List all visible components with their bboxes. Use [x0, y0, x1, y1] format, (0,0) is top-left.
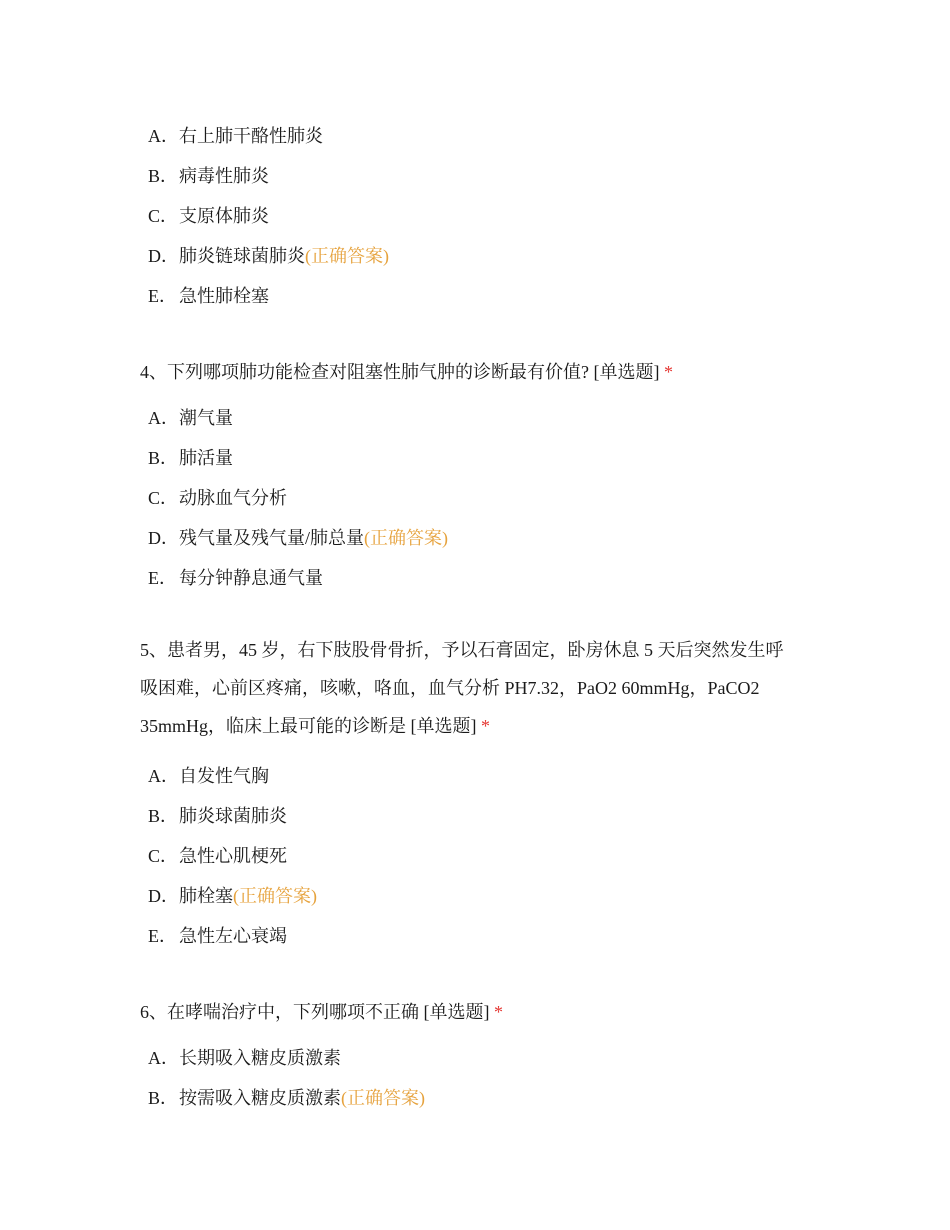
option-text: 肺活量 [179, 448, 233, 468]
option-item [148, 842, 287, 868]
correct-answer-tag: (正确答案) [364, 528, 448, 548]
option-text: 急性肺栓塞 [179, 286, 269, 306]
question-text: 4、下列哪项肺功能检查对阻塞性肺气肿的诊断最有价值? [单选题] [140, 362, 660, 382]
option-text: 残气量及残气量/肺总量 [179, 528, 364, 548]
required-mark: * [663, 362, 673, 382]
question-text-line: 吸困难，心前区疼痛，咳嗽，咯血，血气分析 PH7.32，PaO2 60mmHg，PaCO2 [140, 678, 760, 698]
option-letter: A． [148, 766, 179, 786]
option-letter: E． [148, 926, 177, 946]
option-item [148, 1044, 341, 1070]
option-text: 每分钟静息通气量 [179, 568, 323, 588]
option-item [148, 404, 233, 430]
option-letter: A． [148, 408, 179, 428]
option-item [148, 564, 323, 590]
option-text: 肺炎球菌肺炎 [179, 806, 287, 826]
option-item [148, 282, 269, 308]
option-item [148, 802, 287, 828]
option-text: 按需吸入糖皮质激素 [179, 1088, 341, 1108]
question-title [140, 358, 673, 384]
option-letter: E． [148, 286, 177, 306]
correct-answer-tag: (正确答案) [341, 1088, 425, 1108]
option-text: 肺栓塞 [179, 886, 233, 906]
question-text-line: 5、患者男，45 岁，右下肢股骨骨折，予以石膏固定，卧房休息 5 天后突然发生呼 [140, 640, 784, 660]
question-text: 6、在哮喘治疗中，下列哪项不正确 [单选题] [140, 1002, 490, 1022]
question-title [140, 631, 784, 745]
option-letter: E． [148, 568, 177, 588]
option-item [148, 242, 389, 268]
option-text: 病毒性肺炎 [179, 166, 269, 186]
option-item [148, 1084, 425, 1110]
option-text: 长期吸入糖皮质激素 [179, 1048, 341, 1068]
option-text: 支原体肺炎 [179, 206, 269, 226]
option-letter: A． [148, 1048, 179, 1068]
option-letter: C． [148, 206, 179, 226]
option-letter: D． [148, 246, 179, 266]
option-text: 急性心肌梗死 [179, 846, 287, 866]
correct-answer-tag: (正确答案) [305, 246, 389, 266]
option-letter: A． [148, 126, 179, 146]
option-letter: D． [148, 528, 179, 548]
option-item [148, 202, 269, 228]
option-text: 潮气量 [179, 408, 233, 428]
question-text: 35mmHg，临床上最可能的诊断是 [单选题] [140, 716, 477, 736]
option-item [148, 524, 448, 550]
option-item [148, 762, 269, 788]
correct-answer-tag: (正确答案) [233, 886, 317, 906]
option-letter: C． [148, 846, 179, 866]
option-letter: D． [148, 886, 179, 906]
option-item [148, 882, 317, 908]
option-letter: B． [148, 1088, 179, 1108]
option-letter: B． [148, 448, 179, 468]
option-text: 自发性气胸 [179, 766, 269, 786]
required-mark: * [481, 716, 490, 736]
option-item [148, 922, 287, 948]
option-item [148, 162, 269, 188]
option-item [148, 444, 233, 470]
question-title [140, 998, 503, 1024]
option-text: 右上肺干酪性肺炎 [179, 126, 323, 146]
option-text: 动脉血气分析 [179, 488, 287, 508]
option-text: 肺炎链球菌肺炎 [179, 246, 305, 266]
option-letter: C． [148, 488, 179, 508]
option-text: 急性左心衰竭 [179, 926, 287, 946]
option-letter: B． [148, 806, 179, 826]
required-mark: * [494, 1002, 503, 1022]
option-letter: B． [148, 166, 179, 186]
option-item [148, 122, 323, 148]
option-item [148, 484, 287, 510]
question-text-line-last [140, 707, 784, 745]
